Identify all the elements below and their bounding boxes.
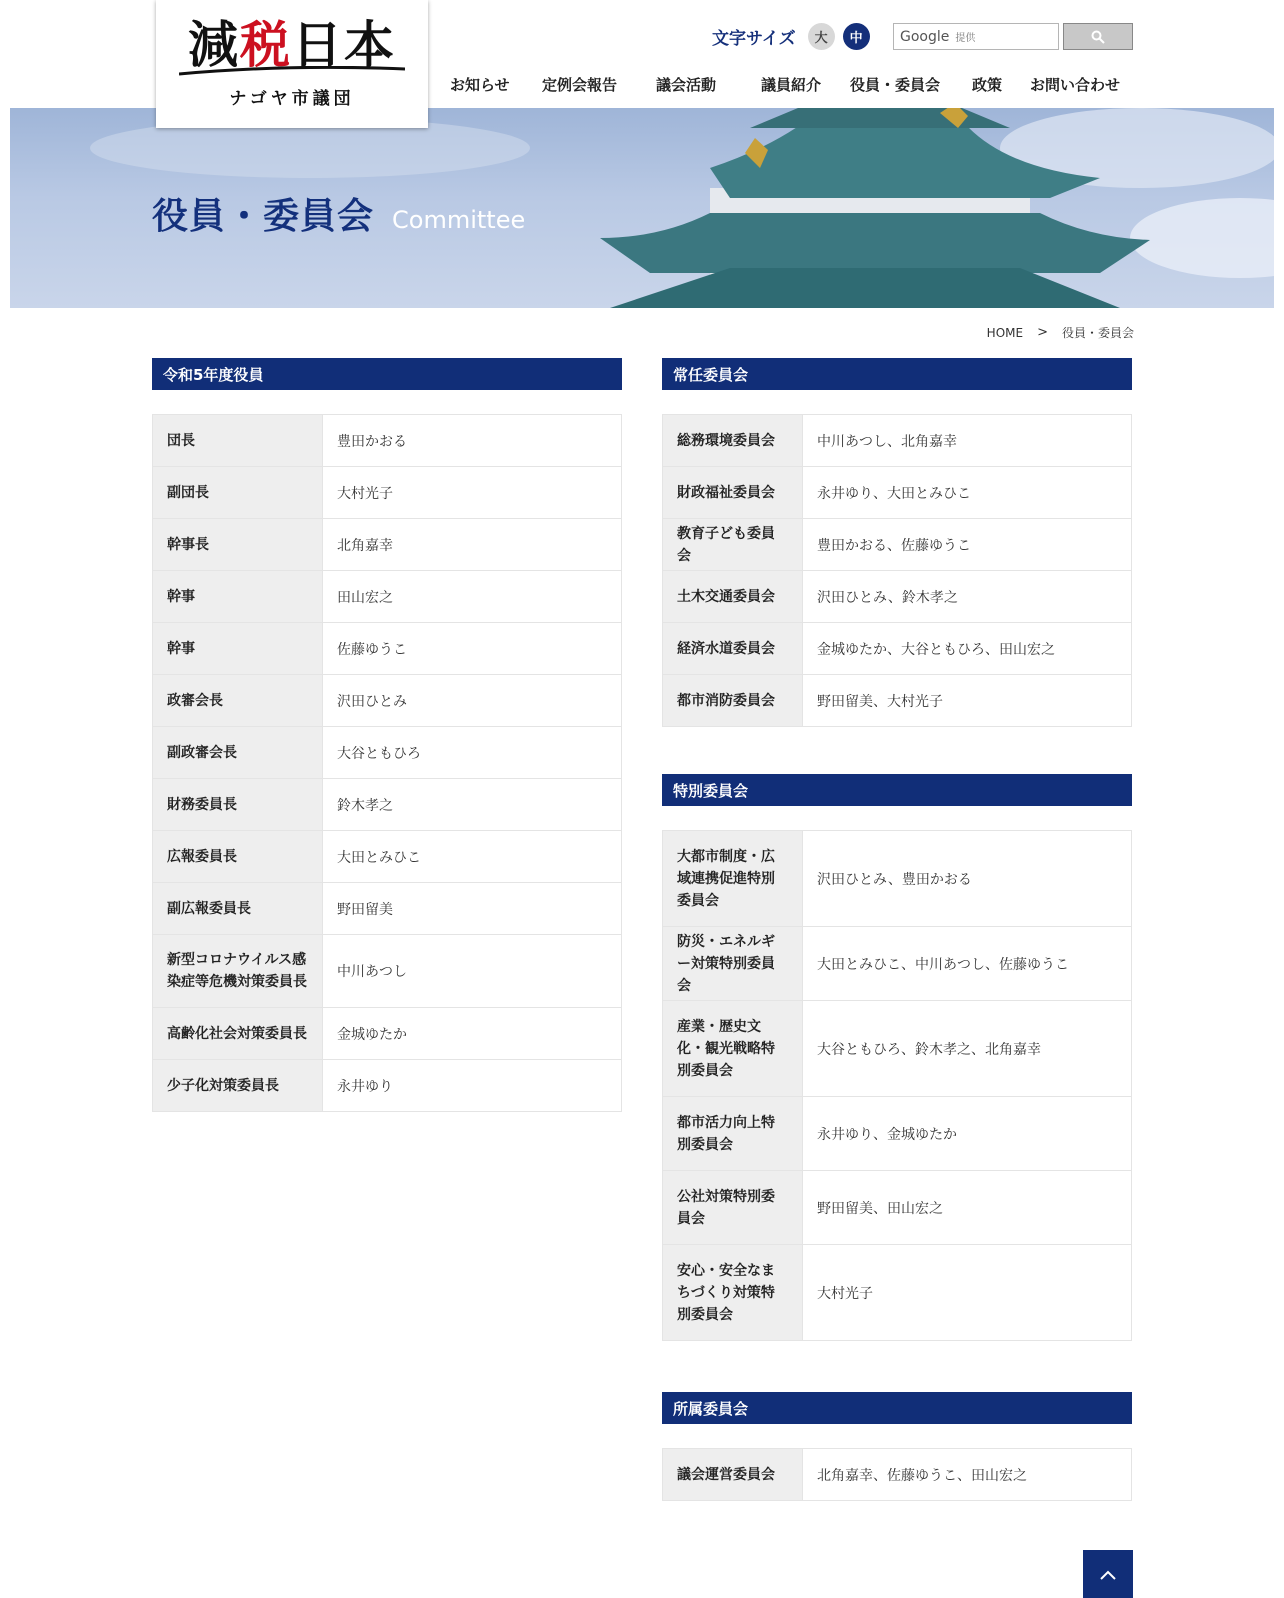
breadcrumb-home[interactable]: HOME xyxy=(986,325,1024,340)
role-cell: 副団長 xyxy=(153,467,323,519)
role-cell: 幹事 xyxy=(153,623,323,675)
member-cell: 大村光子 xyxy=(803,1245,1132,1341)
member-cell: 中川あつし xyxy=(323,935,622,1008)
member-cell: 豊田かおる、佐藤ゆうこ xyxy=(803,519,1132,571)
search-icon xyxy=(1091,30,1105,44)
table-row xyxy=(153,779,622,831)
global-nav xyxy=(450,74,1140,96)
committee-cell: 都市消防委員会 xyxy=(663,675,803,727)
committee-cell: 防災・エネルギー対策特別委員会 xyxy=(663,927,803,1001)
search-button[interactable] xyxy=(1063,23,1133,50)
role-cell: 幹事長 xyxy=(153,519,323,571)
table-row xyxy=(663,831,1132,927)
breadcrumb-separator: > xyxy=(1037,325,1048,340)
table-row xyxy=(663,675,1132,727)
search-provided-label: 提供 xyxy=(955,33,976,44)
committee-cell: 土木交通委員会 xyxy=(663,571,803,623)
member-cell: 大田とみひこ xyxy=(323,831,622,883)
table-row xyxy=(153,623,622,675)
committee-cell: 経済水道委員会 xyxy=(663,623,803,675)
site-search xyxy=(893,23,1133,50)
role-cell: 副政審会長 xyxy=(153,727,323,779)
member-cell: 大田とみひこ、中川あつし、佐藤ゆうこ xyxy=(803,927,1132,1001)
font-size-label: 文字サイズ xyxy=(712,29,796,49)
table-row xyxy=(153,571,622,623)
member-cell: 沢田ひとみ、豊田かおる xyxy=(803,831,1132,927)
table-row xyxy=(153,935,622,1008)
role-cell: 新型コロナウイルス感染症等危機対策委員長 xyxy=(153,935,323,1008)
role-cell: 高齢化社会対策委員長 xyxy=(153,1008,323,1060)
table-row xyxy=(153,1060,622,1112)
member-cell: 沢田ひとみ、鈴木孝之 xyxy=(803,571,1132,623)
member-cell: 豊田かおる xyxy=(323,415,622,467)
standing-committees-heading: 常任委員会 xyxy=(662,358,1132,390)
table-row xyxy=(663,1001,1132,1097)
role-cell: 広報委員長 xyxy=(153,831,323,883)
nav-policy[interactable]: 政策 xyxy=(972,76,1003,94)
table-row xyxy=(153,831,622,883)
committee-cell: 財政福祉委員会 xyxy=(663,467,803,519)
role-cell: 副広報委員長 xyxy=(153,883,323,935)
nav-regular-session-report[interactable]: 定例会報告 xyxy=(542,76,618,94)
breadcrumb-current: 役員・委員会 xyxy=(1061,326,1134,340)
special-committees-table xyxy=(662,830,1132,1341)
table-row xyxy=(663,467,1132,519)
nav-committee[interactable]: 役員・委員会 xyxy=(850,76,941,94)
table-row xyxy=(663,623,1132,675)
committee-cell: 教育子ども委員会 xyxy=(663,519,803,571)
member-cell: 金城ゆたか xyxy=(323,1008,622,1060)
table-row xyxy=(153,467,622,519)
logo-mark: 減税日本 xyxy=(188,14,396,74)
role-cell: 少子化対策委員長 xyxy=(153,1060,323,1112)
page-top-button[interactable] xyxy=(1083,1550,1133,1598)
member-cell: 大谷ともひろ xyxy=(323,727,622,779)
table-row xyxy=(153,519,622,571)
table-row xyxy=(663,415,1132,467)
logo-subtitle: ナゴヤ市議団 xyxy=(229,88,355,109)
member-cell: 田山宏之 xyxy=(323,571,622,623)
special-committees-section xyxy=(662,774,1132,1341)
member-cell: 大村光子 xyxy=(323,467,622,519)
table-row xyxy=(663,519,1132,571)
member-cell: 野田留美、田山宏之 xyxy=(803,1171,1132,1245)
committee-cell: 大都市制度・広域連携促進特別委員会 xyxy=(663,831,803,927)
page-title: 役員・委員会 xyxy=(152,196,375,237)
member-cell: 中川あつし、北角嘉幸 xyxy=(803,415,1132,467)
table-row xyxy=(663,1171,1132,1245)
table-row xyxy=(153,1008,622,1060)
breadcrumb xyxy=(987,324,1134,341)
officers-heading: 令和5年度役員 xyxy=(152,358,622,390)
committee-cell: 総務環境委員会 xyxy=(663,415,803,467)
nav-news[interactable]: お知らせ xyxy=(450,76,510,94)
affiliated-committee-table xyxy=(662,1448,1132,1501)
affiliated-committee-section xyxy=(662,1392,1132,1501)
font-size-large-button[interactable]: 大 xyxy=(808,23,835,50)
member-cell: 大谷ともひろ、鈴木孝之、北角嘉幸 xyxy=(803,1001,1132,1097)
committee-cell: 公社対策特別委員会 xyxy=(663,1171,803,1245)
committee-cell: 産業・歴史文化・観光戦略特別委員会 xyxy=(663,1001,803,1097)
role-cell: 団長 xyxy=(153,415,323,467)
table-row xyxy=(663,1245,1132,1341)
role-cell: 政審会長 xyxy=(153,675,323,727)
role-cell: 財務委員長 xyxy=(153,779,323,831)
nav-council-activity[interactable]: 議会活動 xyxy=(656,76,717,94)
committee-cell: 議会運営委員会 xyxy=(663,1449,803,1501)
member-cell: 永井ゆり、金城ゆたか xyxy=(803,1097,1132,1171)
standing-committees-table xyxy=(662,414,1132,727)
committee-cell: 都市活力向上特別委員会 xyxy=(663,1097,803,1171)
table-row xyxy=(153,883,622,935)
standing-committees-section xyxy=(662,358,1132,727)
search-brand: Google xyxy=(900,28,950,45)
member-cell: 佐藤ゆうこ xyxy=(323,623,622,675)
member-cell: 北角嘉幸 xyxy=(323,519,622,571)
chevron-up-icon xyxy=(1100,1570,1116,1580)
member-cell: 沢田ひとみ xyxy=(323,675,622,727)
table-row xyxy=(153,675,622,727)
hero-banner xyxy=(10,108,1274,308)
member-cell: 野田留美 xyxy=(323,883,622,935)
table-row xyxy=(663,1449,1132,1501)
table-row xyxy=(153,415,622,467)
page-title-english: Committee xyxy=(392,206,526,234)
nav-contact[interactable]: お問い合わせ xyxy=(1030,76,1121,94)
committee-cell: 安心・安全なまちづくり対策特別委員会 xyxy=(663,1245,803,1341)
font-size-switcher xyxy=(712,23,878,50)
special-committees-heading: 特別委員会 xyxy=(662,774,1132,806)
font-size-medium-button[interactable]: 中 xyxy=(843,23,870,50)
table-row xyxy=(663,1097,1132,1171)
officers-table xyxy=(152,414,622,1112)
table-row xyxy=(153,727,622,779)
member-cell: 永井ゆり xyxy=(323,1060,622,1112)
table-row xyxy=(663,571,1132,623)
officers-section xyxy=(152,358,622,1112)
member-cell: 野田留美、大村光子 xyxy=(803,675,1132,727)
search-input[interactable] xyxy=(893,23,1059,50)
member-cell: 永井ゆり、大田とみひこ xyxy=(803,467,1132,519)
logo-swoosh xyxy=(179,66,405,76)
member-cell: 鈴木孝之 xyxy=(323,779,622,831)
role-cell: 幹事 xyxy=(153,571,323,623)
nav-members[interactable]: 議員紹介 xyxy=(761,76,822,94)
affiliated-committee-heading: 所属委員会 xyxy=(662,1392,1132,1424)
member-cell: 金城ゆたか、大谷ともひろ、田山宏之 xyxy=(803,623,1132,675)
member-cell: 北角嘉幸、佐藤ゆうこ、田山宏之 xyxy=(803,1449,1132,1501)
page-heading xyxy=(152,188,525,239)
site-logo[interactable] xyxy=(156,0,428,128)
table-row xyxy=(663,927,1132,1001)
